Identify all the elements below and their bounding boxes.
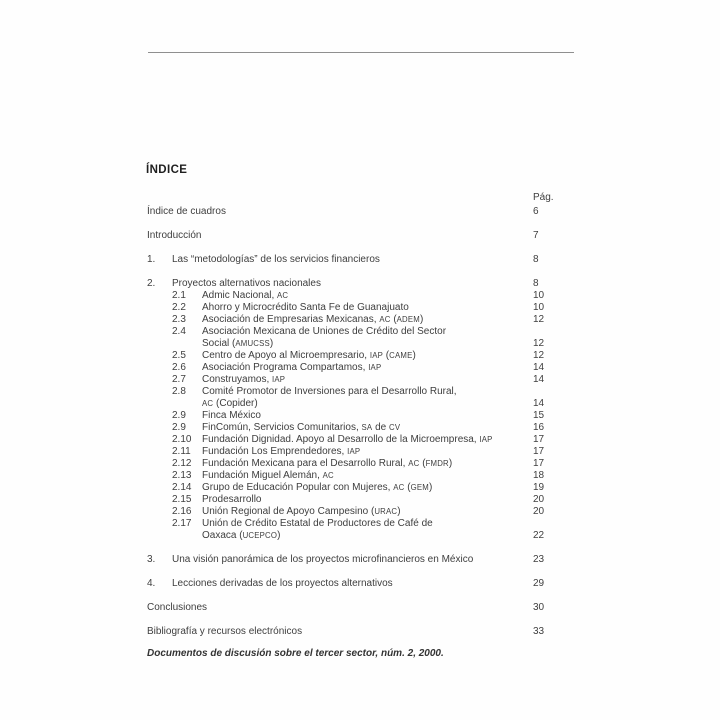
toc-row <box>147 494 573 506</box>
toc-entry-number: 2.10 <box>172 434 192 445</box>
toc-entry-page: 18 <box>533 470 545 481</box>
toc-entry-title: Grupo de Educación Popular con Mujeres, AC (GEM) <box>202 482 433 493</box>
toc-entry-number: 2.2 <box>172 302 186 313</box>
toc-entry-title: Asociación Mexicana de Uniones de Crédito del Sector Social (AMUCSS) <box>202 326 447 349</box>
toc-entry-page: 8 <box>533 278 539 289</box>
toc-entry-number: 2.9 <box>172 410 186 421</box>
toc-entry-title: Comité Promotor de Inversiones para el Desarrollo Rural, AC (Copider) <box>202 386 457 409</box>
page-column-label: Pág. <box>533 192 554 203</box>
toc-row <box>147 422 573 434</box>
toc-entry-page: 7 <box>533 230 539 241</box>
toc-entry-page: 17 <box>533 458 545 469</box>
toc-entry-number: 2. <box>147 278 156 289</box>
toc-entry-number: 4. <box>147 578 156 589</box>
toc-row <box>147 602 573 614</box>
toc-row <box>147 626 573 638</box>
toc-entry-page: 33 <box>533 626 545 637</box>
table-of-contents <box>147 192 573 638</box>
toc-row <box>147 362 573 374</box>
toc-entry-page: 17 <box>533 434 545 445</box>
toc-entry-page: 22 <box>533 530 545 541</box>
toc-entry-page: 23 <box>533 554 545 565</box>
toc-entry-page: 20 <box>533 494 545 505</box>
toc-entry-page: 15 <box>533 410 545 421</box>
toc-row <box>147 350 573 362</box>
toc-entry-number: 2.9 <box>172 422 186 433</box>
toc-entry-page: 6 <box>533 206 539 217</box>
toc-entry-number: 2.4 <box>172 326 186 337</box>
toc-row <box>147 206 573 218</box>
toc-entry-number: 2.6 <box>172 362 186 373</box>
toc-entry-title: Las “metodologías” de los servicios financieros <box>172 254 380 265</box>
toc-row <box>147 302 573 314</box>
toc-entry-title: Finca México <box>202 410 261 421</box>
header-rule <box>148 52 574 53</box>
toc-row <box>147 518 573 542</box>
toc-entry-number: 2.13 <box>172 470 192 481</box>
toc-row <box>147 554 573 566</box>
toc-entry-number: 1. <box>147 254 156 265</box>
toc-entry-page: 10 <box>533 290 545 301</box>
toc-entry-page: 10 <box>533 302 545 313</box>
toc-entry-page: 12 <box>533 338 545 349</box>
toc-row <box>147 434 573 446</box>
toc-entry-title: Fundación Miguel Alemán, AC <box>202 470 334 481</box>
toc-entry-title: Introducción <box>147 230 202 241</box>
toc-row <box>147 458 573 470</box>
toc-entry-title: Ahorro y Microcrédito Santa Fe de Guanajuato <box>202 302 409 313</box>
series-footer: Documentos de discusión sobre el tercer sector, núm. 2, 2000. <box>147 648 444 659</box>
toc-entry-title: Bibliografía y recursos electrónicos <box>147 626 303 637</box>
toc-entry-title: Índice de cuadros <box>147 206 226 217</box>
toc-row <box>147 446 573 458</box>
toc-entry-title: FinComún, Servicios Comunitarios, SA de CV <box>202 422 401 433</box>
toc-entry-number: 2.8 <box>172 386 186 397</box>
toc-entry-title: Admic Nacional, AC <box>202 290 289 301</box>
toc-entry-page: 8 <box>533 254 539 265</box>
toc-entry-page: 12 <box>533 314 545 325</box>
toc-entry-number: 2.1 <box>172 290 186 301</box>
toc-entry-page: 14 <box>533 362 545 373</box>
toc-entry-title: Lecciones derivadas de los proyectos alternativos <box>172 578 393 589</box>
toc-entry-title: Centro de Apoyo al Microempresario, IAP (CAME) <box>202 350 416 361</box>
toc-row <box>147 278 573 290</box>
toc-entry-page: 14 <box>533 398 545 409</box>
toc-entry-number: 2.14 <box>172 482 192 493</box>
toc-entry-number: 2.7 <box>172 374 186 385</box>
toc-entries <box>147 206 573 638</box>
toc-row <box>147 326 573 350</box>
toc-entry-title: Prodesarrollo <box>202 494 262 505</box>
toc-row <box>147 410 573 422</box>
toc-entry-page: 17 <box>533 446 545 457</box>
toc-row <box>147 374 573 386</box>
page-title: ÍNDICE <box>146 164 188 176</box>
toc-entry-number: 2.11 <box>172 446 191 457</box>
toc-entry-page: 14 <box>533 374 545 385</box>
toc-entry-number: 2.12 <box>172 458 192 469</box>
toc-entry-title: Conclusiones <box>147 602 208 613</box>
toc-entry-title: Fundación Los Emprendedores, IAP <box>202 446 361 457</box>
toc-entry-title: Construyamos, IAP <box>202 374 286 385</box>
toc-row <box>147 482 573 494</box>
toc-entry-number: 2.15 <box>172 494 192 505</box>
toc-row <box>147 386 573 410</box>
toc-entry-number: 3. <box>147 554 156 565</box>
toc-row <box>147 254 573 266</box>
toc-entry-title: Una visión panorámica de los proyectos microfinancieros en México <box>172 554 474 565</box>
toc-entry-title: Unión de Crédito Estatal de Productores de Café de Oaxaca (UCEPCO) <box>202 518 433 541</box>
toc-row <box>147 230 573 242</box>
toc-entry-page: 16 <box>533 422 545 433</box>
toc-row <box>147 290 573 302</box>
toc-entry-number: 2.17 <box>172 518 192 529</box>
toc-entry-page: 19 <box>533 482 545 493</box>
toc-entry-title: Fundación Mexicana para el Desarrollo Rural, AC (FMDR) <box>202 458 453 469</box>
toc-row <box>147 470 573 482</box>
toc-row <box>147 578 573 590</box>
toc-entry-title: Asociación Programa Compartamos, IAP <box>202 362 382 373</box>
toc-entry-title: Proyectos alternativos nacionales <box>172 278 321 289</box>
toc-entry-page: 29 <box>533 578 545 589</box>
toc-entry-number: 2.16 <box>172 506 192 517</box>
toc-entry-number: 2.3 <box>172 314 186 325</box>
toc-entry-number: 2.5 <box>172 350 186 361</box>
toc-entry-page: 12 <box>533 350 545 361</box>
toc-entry-page: 30 <box>533 602 545 613</box>
toc-entry-title: Fundación Dignidad. Apoyo al Desarrollo de la Microempresa, IAP <box>202 434 493 445</box>
toc-entry-page: 20 <box>533 506 545 517</box>
toc-header-row <box>147 192 573 204</box>
toc-entry-title: Unión Regional de Apoyo Campesino (URAC) <box>202 506 401 517</box>
toc-row <box>147 506 573 518</box>
toc-entry-title: Asociación de Empresarias Mexicanas, AC (ADEM) <box>202 314 424 325</box>
toc-row <box>147 314 573 326</box>
